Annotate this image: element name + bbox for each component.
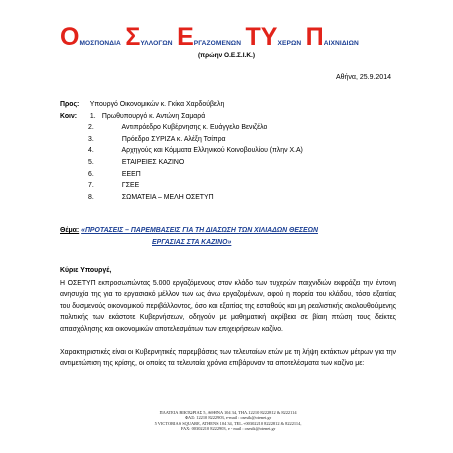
cc-recipient: Πρόεδρο ΣΥΡΙΖΑ κ. Αλέξη Τσίπρα	[121, 135, 226, 143]
letterhead-initial-ty: ΤΥ	[245, 23, 278, 51]
greeting: Κύριε Υπουργέ,	[60, 267, 112, 274]
cc-number: 8.	[88, 193, 94, 201]
letter-date: Αθήνα, 25.9.2014	[335, 74, 391, 81]
cc-label: Κοιν:	[60, 112, 78, 120]
cc-number: 2.	[88, 124, 94, 132]
footer-address	[60, 410, 396, 432]
subject-line-1	[60, 225, 400, 237]
cc-number: 6.	[88, 170, 94, 178]
paragraph-1	[60, 278, 396, 336]
letterhead-word-paixnidion: ΑΙΧΝΙΔΙΩΝ	[323, 40, 359, 47]
cc-row	[60, 145, 400, 157]
cc-row	[60, 169, 400, 181]
cc-recipient: ΣΩΜΑΤΕΙΑ – ΜΕΛΗ ΟΣΕΤΥΠ	[121, 193, 214, 201]
cc-number: 7.	[88, 182, 94, 190]
to-label: Προς:	[60, 101, 80, 108]
body-line: Χαρακτηριστικές είναι οι Κυβερνητικές παρεμβάσεις των τελευταίων ετών με τη	[60, 348, 301, 356]
recipients-block	[60, 99, 400, 203]
letterhead	[60, 23, 395, 51]
cc-recipient: ΕΤΑΙΡΕΙΕΣ ΚΑΖΙΝΟ	[121, 158, 185, 166]
subject-text-1: «ΠΡΟΤΑΣΕΙΣ – ΠΑΡΕΜΒΑΣΕΙΣ ΓΙΑ ΤΗ ΔΙΑΣΩΣΗ ΤΩΝ ΧΙΛΙΑΔΩΝ ΘΕΣΕΩΝ	[81, 227, 318, 234]
body-line: οικονομικού περιβάλλοντος, όσο και εξαιτίας της εσταθούς και μη ρεαλιστικής	[107, 302, 343, 310]
letterhead-initial-s: Σ	[125, 23, 141, 51]
letterhead-initial-o: Ο	[60, 23, 80, 51]
letterhead-initial-p: Π	[305, 23, 324, 51]
cc-number: 5.	[88, 158, 94, 166]
body-line: οικονομικών αποτελεσμάτων των επιχειρήσεων καζίνο.	[115, 325, 283, 333]
cc-recipient: ΕΕΕΠ	[121, 170, 141, 178]
cc-recipient: ΓΣΕΕ	[121, 182, 140, 190]
body-line: λήψη εκτάκτων μέτρων για την αντιμετώπιση της κρίσης, οι οποίες τα	[60, 348, 397, 368]
footer-line: ΦΑΞ: 12210 8222903, e-mail : osesik@otenet.gr	[184, 415, 272, 421]
subject-text-2: ΕΡΓΑΣΙΑΣ ΣΤΑ ΚΑΖΙΝΟ»	[152, 239, 232, 246]
body-line: άνω εργαζομένων, αφού η πορεία του κλάδου, τόσο εξαιτίας του δυσμενούς	[60, 291, 397, 310]
body-line: παιχνιδιών εκφράζει την έντονη ανησυχία της για το εργασιακό μέλλον των ως	[60, 279, 396, 299]
cc-row	[60, 192, 400, 204]
body-line: τελευταία χρόνια επιβάρυναν τα αποτελέσματα των καζίνο με:	[176, 360, 365, 368]
letterhead-subtitle: (πρώην Ο.Ε.Σ.Ι.Κ.)	[197, 52, 256, 59]
paragraph-2	[60, 347, 396, 370]
cc-row	[60, 111, 400, 123]
letterhead-initial-e: Ε	[177, 23, 194, 51]
cc-recipient: Πρωθυπουργό κ. Αντώνη Σαμαρά	[101, 112, 206, 120]
cc-row	[60, 157, 400, 169]
footer-line: FAX: 00302210 8222903, e - mail : osesik@otenet.gr	[180, 426, 276, 432]
cc-number: 4.	[88, 147, 94, 155]
cc-number: 1.	[89, 112, 96, 120]
footer-line: 5 VICTORIAS SQUARE, ATHENS 104 34, TEL.+00302210 8222812 & 8222114,	[154, 420, 302, 426]
subject-label: Θέμα:	[60, 227, 80, 234]
footer-line: ΠΛΑΤΕΙΑ ΒΙΚΤΩΡΙΑΣ 5, ΑΘΗΝΑ 104 34, ΤΗΛ.12210 8222812 & 8222114	[159, 410, 297, 415]
letterhead-word-ergazomenon: ΡΓΑΖΟΜΕΝΩΝ	[193, 40, 242, 47]
cc-recipient: Αντιπρόεδρο Κυβέρνησης κ. Ευάγγελο Βενιζέλο	[121, 124, 268, 132]
body-line: Η ΟΣΕΤΥΠ εκπροσωπώντας 5.000 εργαζόμενους στον κλάδο των τυχερών	[60, 279, 296, 287]
to-recipient: Υπουργό Οικονομικών κ. Γκίκα Χαρδούβελη	[89, 101, 225, 108]
subject-block	[60, 225, 400, 249]
cc-row	[60, 134, 400, 146]
subject-line-2	[60, 237, 400, 249]
cc-row	[60, 180, 400, 192]
body-line: ακολουθούμενης πολιτικής των εκάστοτε Κυβερνήσεων, οδηγούν με	[60, 302, 397, 322]
letterhead-word-xeron: ΧΕΡΩΝ	[277, 40, 302, 47]
cc-number: 3.	[88, 135, 94, 143]
cc-row	[60, 122, 400, 134]
letterhead-word-syllogon: ΥΛΛΟΓΩΝ	[140, 40, 173, 47]
letterhead-word-omospondia: ΜΟΣΠΟΝΔΙΑ	[79, 40, 121, 47]
cc-recipient: Αρχηγούς και Κόμματα Ελληνικού Κοινοβουλίου (πλην Χ.Α)	[121, 147, 303, 155]
letter-body	[60, 265, 396, 370]
to-row	[60, 99, 400, 111]
body-line: μαθηματική ακρίβεια σε βίαιη πτώση τους δείκτες απασχόλησης και	[60, 314, 396, 333]
